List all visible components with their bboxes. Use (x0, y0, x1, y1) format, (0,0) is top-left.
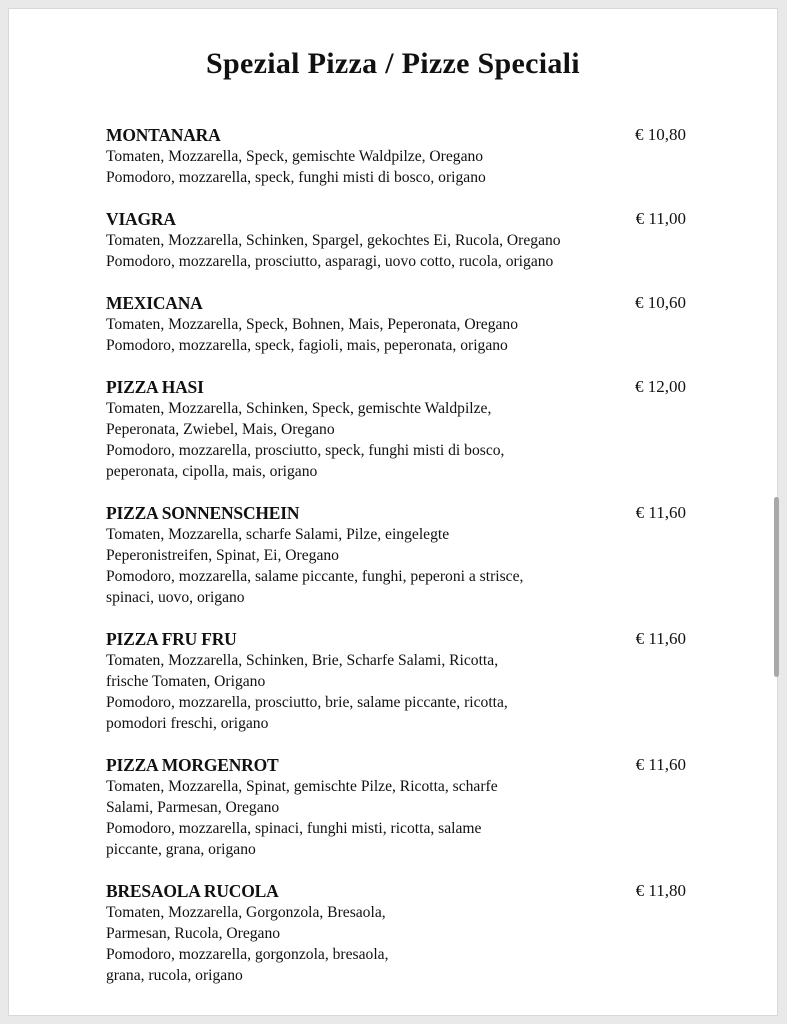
menu-item (106, 376, 686, 482)
item-description-line: pomodori freschi, origano (106, 715, 269, 732)
menu-item (106, 124, 686, 188)
menu-item (106, 628, 686, 734)
menu-list (106, 124, 686, 1006)
item-description-line: Salami, Parmesan, Oregano (106, 799, 280, 816)
item-description-line: Peperonata, Zwiebel, Mais, Oregano (106, 421, 335, 438)
item-name: MEXICANA (106, 293, 203, 313)
item-name: PIZZA SONNENSCHEIN (106, 503, 300, 523)
item-name: BRESAOLA RUCOLA (106, 881, 279, 901)
item-description-line: piccante, grana, origano (106, 841, 256, 858)
item-description-line: Pomodoro, mozzarella, spinaci, funghi misti, ricotta, salame (106, 820, 482, 837)
menu-item (106, 292, 686, 356)
item-description-line: spinaci, uovo, origano (106, 589, 245, 606)
page-title: Spezial Pizza / Pizze Speciali (206, 47, 580, 80)
item-description-line: Peperonistreifen, Spinat, Ei, Oregano (106, 547, 339, 564)
item-description-line: Tomaten, Mozzarella, Schinken, Speck, gemischte Waldpilze, (106, 400, 492, 417)
item-description-line: grana, rucola, origano (106, 967, 243, 984)
item-price: € 11,60 (635, 503, 686, 522)
vertical-scrollbar[interactable] (774, 497, 779, 677)
item-description-line: Pomodoro, mozzarella, speck, fagioli, mais, peperonata, origano (106, 337, 508, 354)
item-description-line: Tomaten, Mozzarella, Schinken, Brie, Scharfe Salami, Ricotta, (106, 652, 499, 669)
item-price: € 11,60 (635, 755, 686, 774)
item-name: PIZZA HASI (106, 377, 204, 397)
menu-item (106, 880, 686, 986)
item-description-line: Pomodoro, mozzarella, prosciutto, brie, salame piccante, ricotta, (106, 694, 508, 711)
item-description-line: frische Tomaten, Origano (106, 673, 266, 690)
item-name: MONTANARA (106, 125, 221, 145)
item-name: PIZZA MORGENROT (106, 755, 279, 775)
item-description-line: Pomodoro, mozzarella, prosciutto, asparagi, uovo cotto, rucola, origano (106, 253, 554, 270)
item-description-line: Tomaten, Mozzarella, scharfe Salami, Pilze, eingelegte (106, 526, 450, 543)
item-price: € 10,80 (635, 125, 686, 144)
item-description-line: Parmesan, Rucola, Oregano (106, 925, 281, 942)
menu-item (106, 502, 686, 608)
item-description-line: peperonata, cipolla, mais, origano (106, 463, 318, 480)
menu-page (8, 8, 778, 1016)
item-description-line: Pomodoro, mozzarella, gorgonzola, bresaola, (106, 946, 389, 963)
item-price: € 11,60 (635, 629, 686, 648)
item-description-line: Tomaten, Mozzarella, Speck, Bohnen, Mais, Peperonata, Oregano (106, 316, 519, 333)
item-name: VIAGRA (106, 209, 176, 229)
menu-item (106, 754, 686, 860)
item-name: PIZZA FRU FRU (106, 629, 237, 649)
menu-item (106, 208, 686, 272)
item-price: € 11,00 (635, 209, 686, 228)
item-description-line: Pomodoro, mozzarella, salame piccante, funghi, peperoni a strisce, (106, 568, 524, 585)
item-description-line: Tomaten, Mozzarella, Speck, gemischte Waldpilze, Oregano (106, 148, 484, 165)
item-description-line: Pomodoro, mozzarella, speck, funghi misti di bosco, origano (106, 169, 486, 186)
item-price: € 11,80 (635, 881, 686, 900)
item-price: € 12,00 (635, 377, 686, 396)
item-description-line: Pomodoro, mozzarella, prosciutto, speck, funghi misti di bosco, (106, 442, 505, 459)
item-description-line: Tomaten, Mozzarella, Schinken, Spargel, gekochtes Ei, Rucola, Oregano (106, 232, 561, 249)
item-description-line: Tomaten, Mozzarella, Gorgonzola, Bresaola, (106, 904, 386, 921)
item-price: € 10,60 (635, 293, 686, 312)
item-description-line: Tomaten, Mozzarella, Spinat, gemischte Pilze, Ricotta, scharfe (106, 778, 498, 795)
